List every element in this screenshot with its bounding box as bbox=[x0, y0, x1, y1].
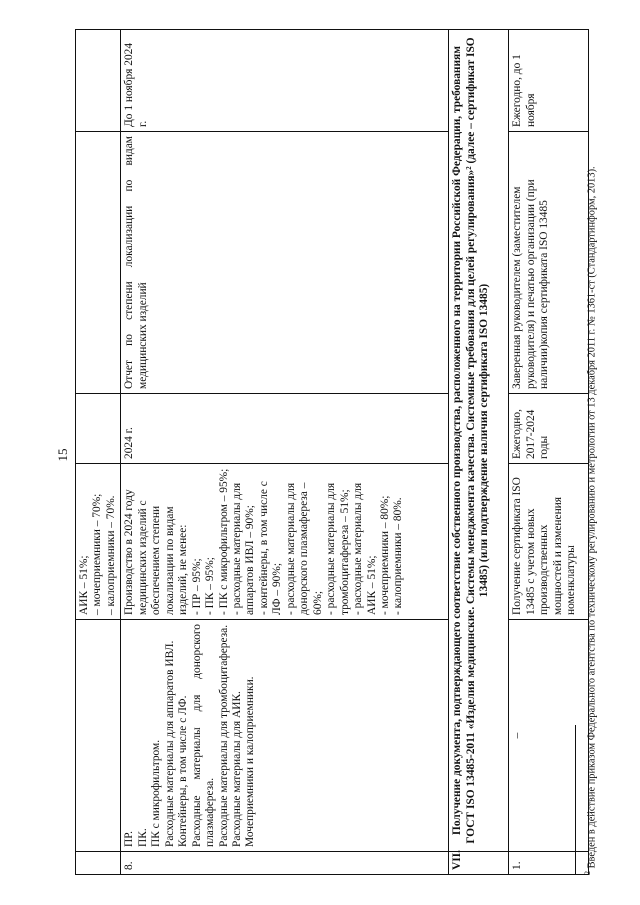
requirement-line: Производство в 2024 году медицинских изделий с обеспечением степени локализации по видам изделий, не менее: bbox=[123, 489, 190, 615]
product-list-cell bbox=[121, 620, 449, 852]
footnote-text: Введен в действие приказом Федерального агентства по техническому регулированию и метрологии от 13 декабря 2011 г. № 1361-ст (Стандартинформ, 2013). bbox=[586, 166, 598, 871]
cell-empty bbox=[76, 620, 121, 852]
row-number: 8. bbox=[121, 852, 449, 875]
product-item: Мочеприемники и калоприемники. bbox=[244, 676, 257, 847]
cell-empty bbox=[76, 132, 121, 394]
requirement-line: АИК – 51%; bbox=[78, 555, 90, 615]
cell-empty bbox=[76, 394, 121, 464]
requirements-cell: Получение сертификата ISO 13485 с учетом новых производственных мощностей и изменения номенклатуры bbox=[509, 464, 589, 620]
report-cell: Заверенная руководителем (заместителем руководителя) и печатью организации (при наличии)копия сертификата ISO 13485 bbox=[509, 132, 589, 394]
footnote-mark: 2 bbox=[583, 871, 592, 875]
product-item: ПР. bbox=[123, 831, 136, 847]
product-list-cell: – bbox=[509, 620, 589, 852]
product-item: Расходные материалы для АИК. bbox=[230, 691, 243, 847]
requirement-line: - ПК с микрофильтром – 95%; bbox=[217, 468, 230, 615]
requirement-line: - мочеприемники – 80%; bbox=[378, 495, 391, 615]
requirement-line: - ПР – 95%; bbox=[190, 558, 203, 615]
requirements-cell bbox=[121, 464, 449, 620]
cell-empty bbox=[76, 30, 121, 132]
product-item: Контейнеры, в том числе с ЛФ. bbox=[177, 695, 190, 847]
deadline-cell: До 1 ноября 2024 г. bbox=[121, 30, 449, 132]
row-number: 1. bbox=[509, 852, 589, 875]
requirement-line: - контейнеры, в том числе с ЛФ – 90%; bbox=[257, 481, 284, 615]
page-number: 15 bbox=[55, 448, 70, 462]
deadline-cell: Ежегодно, до 1 ноября bbox=[509, 30, 589, 132]
cell-empty bbox=[76, 852, 121, 875]
requirement-line: - калоприемники – 80%. bbox=[392, 497, 405, 615]
period-cell: 2024 г. bbox=[121, 394, 449, 464]
table-row-8 bbox=[121, 30, 449, 875]
requirement-line: – калоприемники – 70%. bbox=[104, 495, 117, 615]
report-cell: Отчет по степени локализации по видам медицинских изделий bbox=[121, 132, 449, 394]
section-number: VII. bbox=[449, 852, 509, 875]
product-item: ПК с микрофильтром. bbox=[150, 739, 163, 847]
requirement-line: - расходные материалы для АИК – 51%; bbox=[352, 482, 378, 615]
requirement-line: - расходные материалы для донорского плазмафереза – 60%; bbox=[284, 482, 324, 615]
requirement-line: - расходные материалы для аппаратов ИВЛ – 90%; bbox=[230, 482, 257, 615]
footnote-divider bbox=[575, 725, 576, 875]
period-cell: Ежегодно, 2017-2024 годы bbox=[509, 394, 589, 464]
footnote bbox=[583, 30, 597, 875]
product-item: Расходные материалы для донорского плазмафереза. bbox=[190, 624, 217, 847]
section-title: Получение документа, подтверждающего соответствие собственного производства, расположенного на территории Российской Федерации, требованиям ГОСТ ISO 13485-2011 «Изделия медицинские. Системы менеджмента качества. Системные требования для целей регулирования»² (далее – сертификат ISO 13485) (или подтверждение наличия сертификата ISO 13485) bbox=[449, 30, 509, 852]
product-item: ПК. bbox=[136, 828, 149, 847]
requirement-line: – мочеприемники – 70%; bbox=[91, 493, 104, 615]
table-row-continuation bbox=[76, 30, 121, 875]
section-header-row bbox=[449, 30, 509, 875]
product-item: Расходные материалы для тромбоцитафереза. bbox=[217, 624, 230, 847]
rotated-page-content bbox=[75, 30, 615, 875]
continued-requirements-cell bbox=[76, 464, 121, 620]
table-row-1 bbox=[509, 30, 589, 875]
requirement-line: - расходные материалы для тромбоцитафереза – 51%; bbox=[325, 482, 351, 615]
product-item: Расходные материалы для аппаратов ИВЛ. bbox=[163, 640, 176, 847]
requirements-table bbox=[75, 29, 589, 875]
requirement-line: - ПК – 95%; bbox=[204, 557, 217, 615]
